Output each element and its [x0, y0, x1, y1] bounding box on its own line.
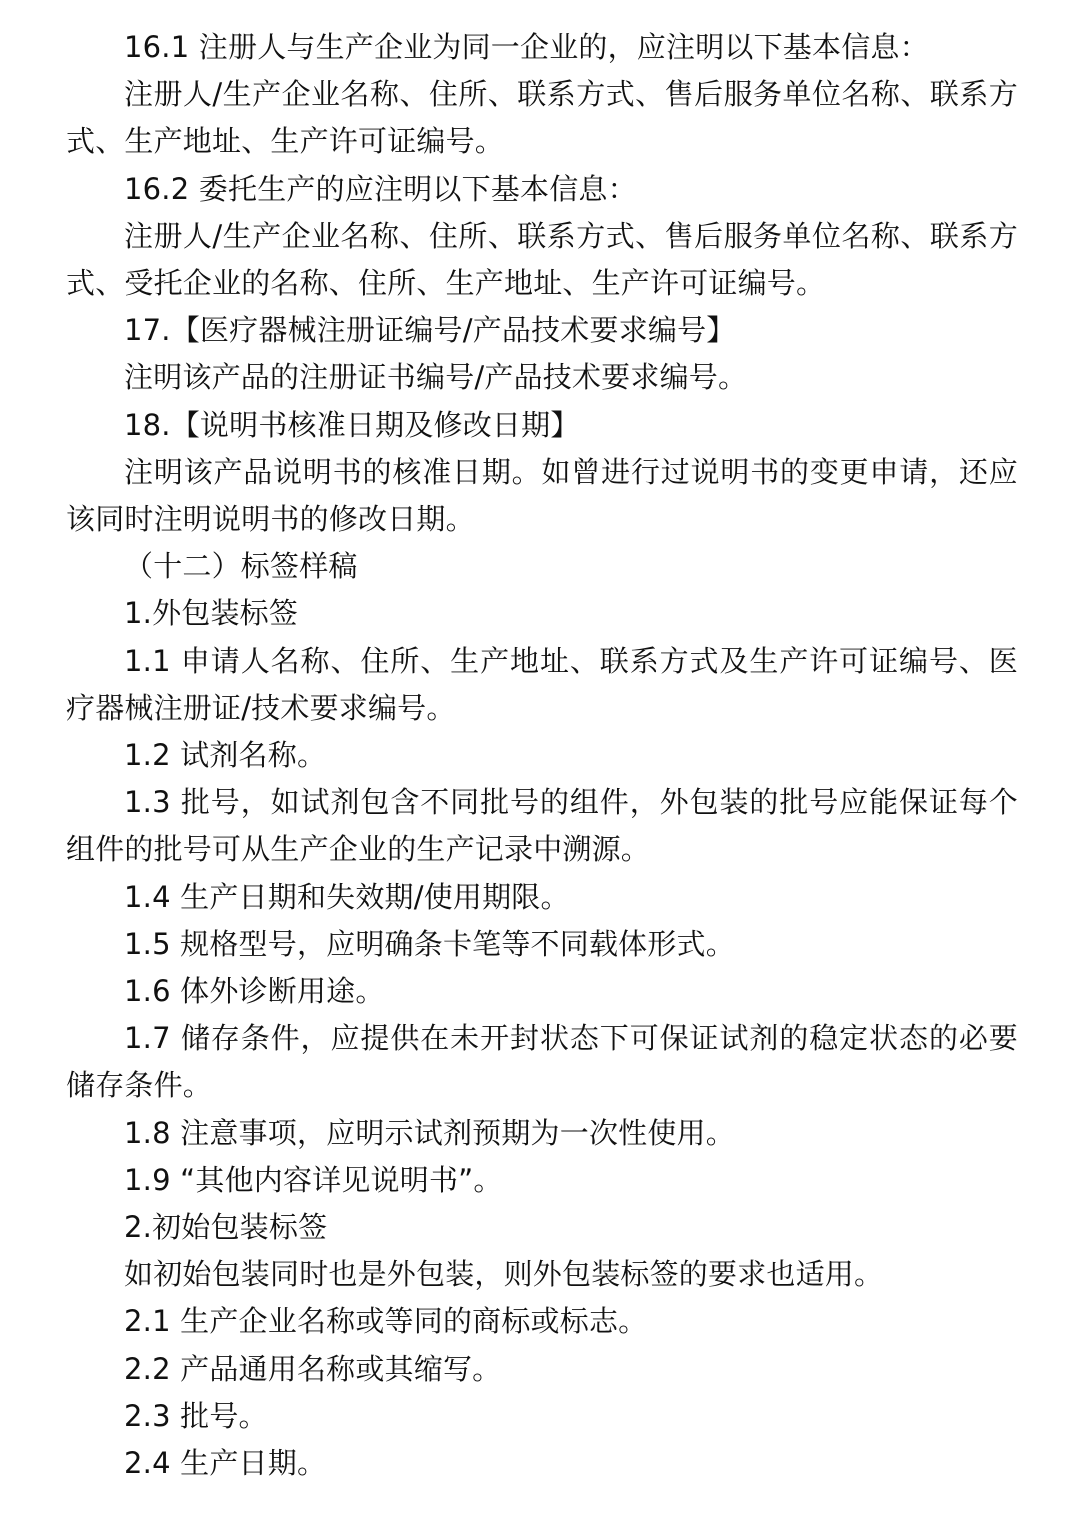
list-item: 1.7 储存条件，应提供在未开封状态下可保证试剂的稳定状态的必要储存条件。 — [66, 1021, 1018, 1103]
paragraph: 如初始包装同时也是外包装，则外包装标签的要求也适用。 — [124, 1257, 884, 1292]
section-heading: 18.【说明书核准日期及修改日期】 — [124, 407, 580, 442]
section-heading: 17.【医疗器械注册证编号/产品技术要求编号】 — [124, 313, 736, 348]
subsection-heading: 2.初始包装标签 — [124, 1210, 328, 1245]
list-item: 1.4 生产日期和失效期/使用期限。 — [124, 879, 570, 914]
document-body — [66, 24, 1018, 1487]
paragraph: 注明该产品说明书的核准日期。如曾进行过说明书的变更申请，还应该同时注明说明书的修改日期。 — [66, 454, 1018, 537]
list-item: 1.1 申请人名称、住所、生产地址、联系方式及生产许可证编号、医疗器械注册证/技术要求编号。 — [66, 643, 1018, 725]
paragraph: 16.1 注册人与生产企业为同一企业的，应注明以下基本信息： — [124, 30, 929, 64]
subsection-heading: 1.外包装标签 — [124, 596, 299, 631]
list-item: 1.8 注意事项，应明示试剂预期为一次性使用。 — [124, 1115, 735, 1150]
list-item: 2.3 批号。 — [124, 1398, 268, 1433]
list-item: 2.1 生产企业名称或等同的商标或标志。 — [124, 1304, 648, 1339]
list-item: 1.2 试剂名称。 — [124, 738, 327, 773]
list-item: 1.3 批号，如试剂包含不同批号的组件，外包装的批号应能保证每个组件的批号可从生产企业的生产记录中溯源。 — [66, 785, 1018, 867]
list-item: 1.9 “其他内容详见说明书”。 — [124, 1162, 503, 1197]
section-heading: （十二）标签样稿 — [124, 549, 358, 584]
paragraph: 注册人/生产企业名称、住所、联系方式、售后服务单位名称、联系方式、生产地址、生产许可证编号。 — [66, 77, 1018, 159]
list-item: 2.2 产品通用名称或其缩写。 — [124, 1351, 502, 1386]
list-item: 1.5 规格型号，应明确条卡笔等不同载体形式。 — [124, 926, 735, 961]
paragraph: 注册人/生产企业名称、住所、联系方式、售后服务单位名称、联系方式、受托企业的名称、住所、生产地址、生产许可证编号。 — [66, 218, 1018, 301]
paragraph: 16.2 委托生产的应注明以下基本信息： — [124, 171, 637, 206]
list-item: 2.4 生产日期。 — [124, 1446, 327, 1481]
paragraph: 注明该产品的注册证书编号/产品技术要求编号。 — [124, 360, 748, 395]
list-item: 1.6 体外诊断用途。 — [124, 974, 385, 1009]
